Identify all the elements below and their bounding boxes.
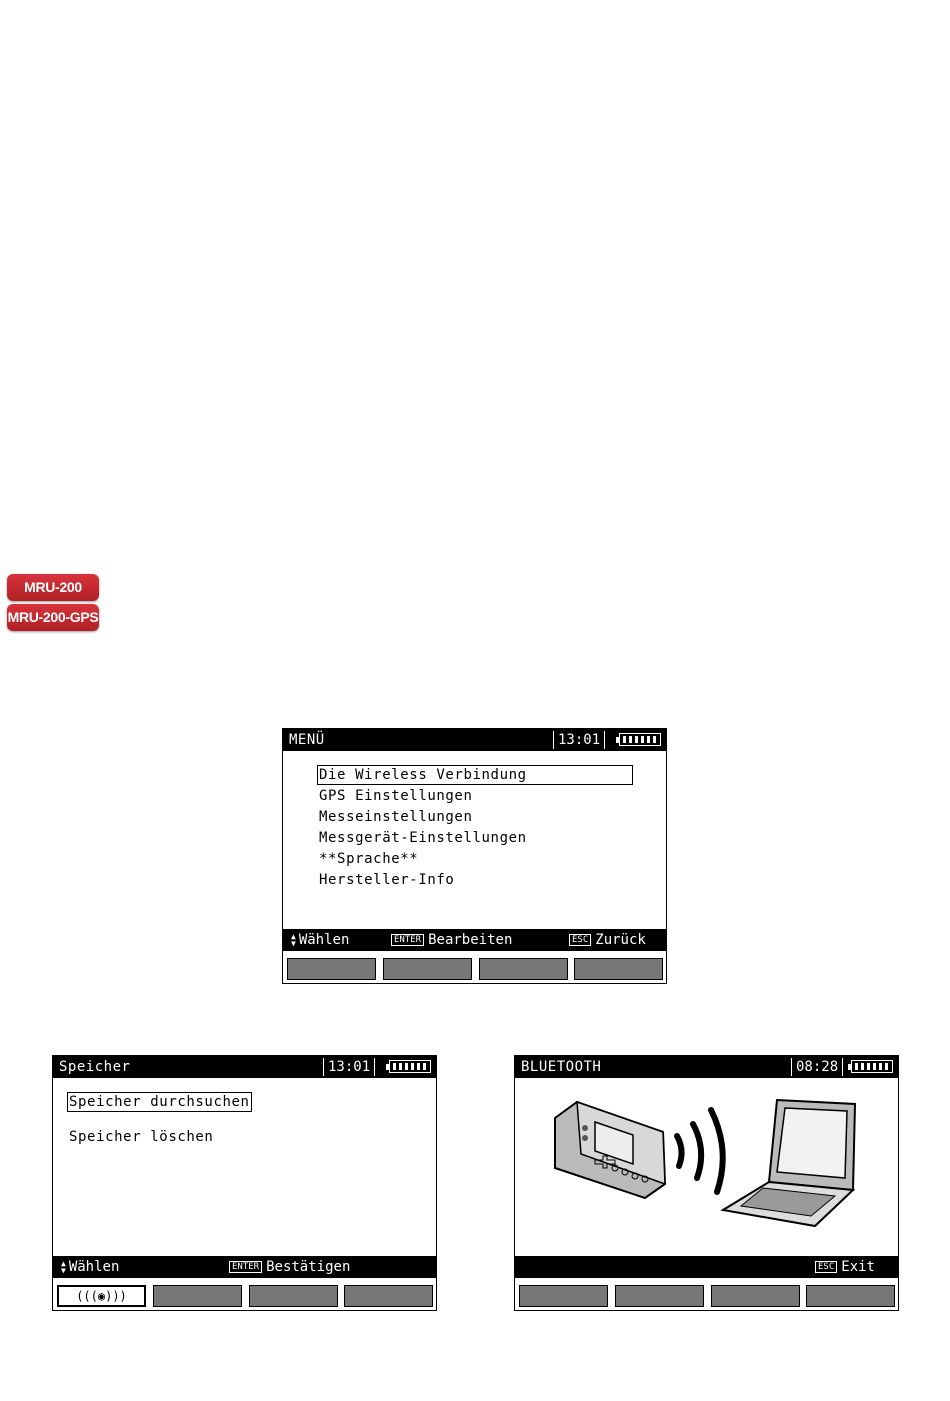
menu-screen xyxy=(282,728,667,984)
bluetooth-screen xyxy=(514,1055,899,1311)
f4-button[interactable] xyxy=(574,958,663,980)
hint-select-label: Wählen xyxy=(298,932,350,948)
function-keys xyxy=(283,953,666,983)
f3-button[interactable] xyxy=(249,1285,338,1307)
hint-exit-label: Exit xyxy=(841,1259,875,1275)
hint-enter xyxy=(391,932,512,948)
battery-icon xyxy=(619,733,661,746)
hint-esc-label: Zurück xyxy=(595,932,646,948)
hint-enter xyxy=(229,1259,350,1275)
f3-button[interactable] xyxy=(711,1285,800,1307)
battery-icon xyxy=(851,1060,893,1073)
function-keys xyxy=(515,1280,898,1310)
f3-button[interactable] xyxy=(479,958,568,980)
f2-button[interactable] xyxy=(615,1285,704,1307)
enter-key-icon: ENTER xyxy=(391,934,424,946)
clock: 13:01 xyxy=(553,731,605,749)
hint-exit xyxy=(815,1259,875,1275)
clock: 13:01 xyxy=(323,1058,375,1076)
esc-key-icon: ESC xyxy=(569,934,591,946)
esc-key-icon: ESC xyxy=(815,1261,837,1273)
memory-item-delete[interactable]: Speicher löschen xyxy=(69,1129,214,1145)
model-badges xyxy=(7,574,99,631)
clock: 08:28 xyxy=(791,1058,843,1076)
up-down-arrows-icon: ▲ ▼ xyxy=(291,932,296,948)
meter-device-icon xyxy=(555,1102,665,1198)
menu-item-language[interactable]: **Sprache** xyxy=(319,851,419,867)
screen-title: Speicher xyxy=(59,1059,131,1075)
hint-select xyxy=(291,932,349,948)
function-keys xyxy=(53,1280,436,1310)
enter-key-icon: ENTER xyxy=(229,1261,262,1273)
laptop-icon xyxy=(723,1100,855,1226)
memory-hint-bar xyxy=(53,1256,436,1278)
f2-button[interactable] xyxy=(383,958,472,980)
f1-button[interactable] xyxy=(287,958,376,980)
battery-icon xyxy=(389,1060,431,1073)
menu-item-measurement-settings[interactable]: Messeinstellungen xyxy=(319,809,473,825)
f1-button[interactable] xyxy=(519,1285,608,1307)
f2-button[interactable] xyxy=(153,1285,242,1307)
menu-item-gps[interactable]: GPS Einstellungen xyxy=(319,788,473,804)
screen-title: MENÜ xyxy=(289,732,325,748)
bluetooth-title-bar xyxy=(515,1056,898,1078)
hint-esc xyxy=(569,932,646,948)
device-to-laptop-illustration xyxy=(515,1078,898,1254)
memory-screen xyxy=(52,1055,437,1311)
screen-title: BLUETOOTH xyxy=(521,1059,602,1075)
badge-mru-200: MRU-200 xyxy=(7,574,99,601)
hint-select-label: Wählen xyxy=(68,1259,120,1275)
menu-item-meter-settings[interactable]: Messgerät-Einstellungen xyxy=(319,830,527,846)
f1-wireless-button[interactable]: (((◉))) xyxy=(57,1285,146,1307)
f4-button[interactable] xyxy=(806,1285,895,1307)
hint-enter-label: Bestätigen xyxy=(266,1259,351,1275)
menu-item-wireless[interactable]: Die Wireless Verbindung xyxy=(319,767,631,783)
memory-item-browse[interactable]: Speicher durchsuchen xyxy=(69,1094,250,1110)
bluetooth-hint-bar xyxy=(515,1256,898,1278)
f4-button[interactable] xyxy=(344,1285,433,1307)
badge-mru-200-gps: MRU-200-GPS xyxy=(7,604,99,631)
hint-enter-label: Bearbeiten xyxy=(428,932,513,948)
menu-hint-bar xyxy=(283,929,666,951)
memory-title-bar xyxy=(53,1056,436,1078)
hint-select xyxy=(61,1259,119,1275)
up-down-arrows-icon: ▲ ▼ xyxy=(61,1259,66,1275)
menu-item-manufacturer-info[interactable]: Hersteller-Info xyxy=(319,872,455,888)
menu-title-bar xyxy=(283,729,666,751)
signal-waves-icon xyxy=(677,1110,723,1192)
